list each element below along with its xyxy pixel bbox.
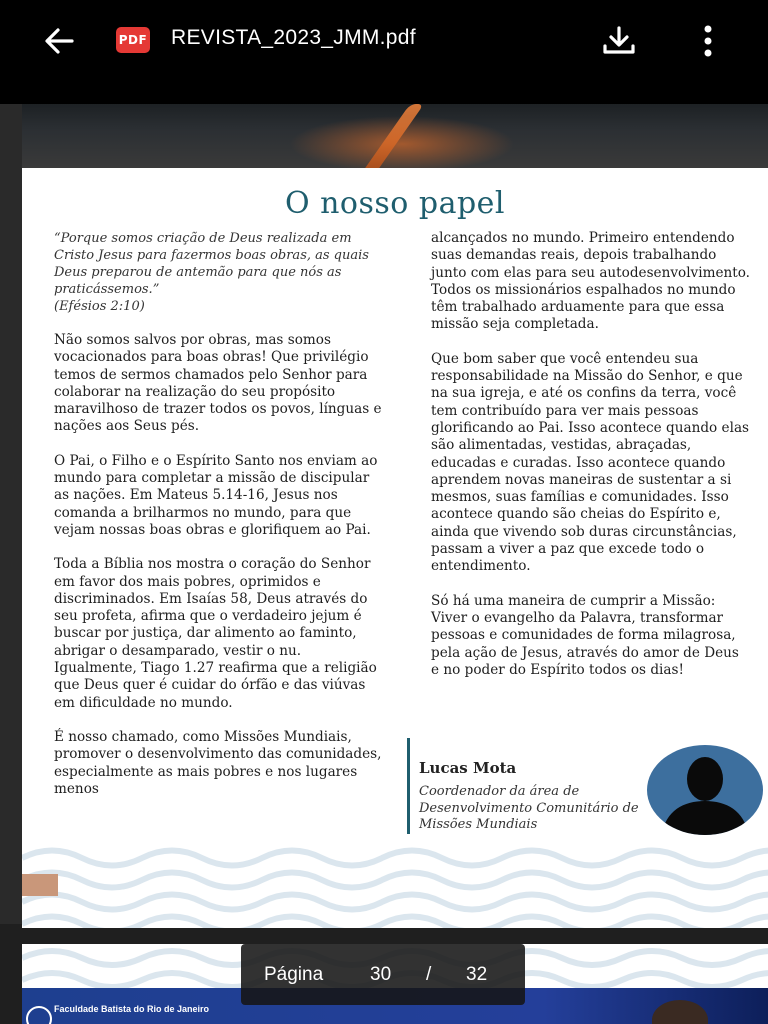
author-role: Coordenador da área de Desenvolvimento Comunitário de Missões Mundiais — [419, 784, 639, 832]
download-icon — [600, 24, 638, 58]
more-vert-icon — [694, 22, 722, 60]
header-photo — [22, 104, 768, 168]
left-column — [54, 230, 384, 815]
verse-reference: (Efésios 2:10) — [54, 299, 145, 314]
more-options-button[interactable] — [694, 22, 722, 60]
paragraph: Só há uma maneira de cumprir a Missão: Viver o evangelho da Palavra, transformar pessoas e comunidades de forma milagrosa, pela ação de Jesus, através do amor de Deus e no poder do Espírito todos os dias! — [431, 592, 739, 678]
paragraph: Que bom saber que você entendeu sua responsabilidade na Missão do Senhor, e que na sua igreja, e até os confins da terra, você tem contribuído para ver mais pessoas glorificando ao Pai. Isso acontece quando elas são alimentadas, vestidas, abraçadas, educadas e curadas. Isso acontece quando aprendem novas maneiras de sustentar a si mesmos, suas famílias e comunidades. Isso acontece quando são cheias do Espírito e, ainda que vivendo sob duras circunstâncias, passam a viver a paz que excede todo o entendimento. — [431, 350, 750, 575]
page-title: O nosso papel — [284, 186, 506, 221]
paragraph: O Pai, o Filho e o Espírito Santo nos enviam ao mundo para completar a missão de discipular as nações. Em Mateus 5.14-16, Jesus nos comanda a brilharmos no mundo, para que vejam nossas boas obras e glorifiquem ao Pai. — [54, 452, 378, 538]
signature-divider — [407, 738, 410, 834]
light-streak — [354, 104, 424, 168]
app-bar — [0, 0, 768, 104]
download-button[interactable] — [600, 24, 638, 58]
file-name: REVISTA_2023_JMM.pdf — [171, 26, 416, 49]
pdf-file-icon: PDF — [116, 27, 150, 53]
pdf-page[interactable] — [22, 168, 768, 928]
person-silhouette-icon — [647, 745, 763, 835]
paragraph: alcançados no mundo. Primeiro entendendo suas demandas reais, depois trabalhando junto com elas para seu autodesenvolvimento. Todos os missionários espalhados no mundo têm trabalhado arduamente para que essa missão seja completada. — [431, 230, 751, 333]
page-separator: / — [426, 964, 432, 985]
current-page: 30 — [370, 964, 392, 985]
page-label: Página — [264, 964, 324, 985]
right-column — [431, 230, 751, 696]
wave-pattern — [22, 828, 768, 928]
back-arrow-icon — [40, 24, 80, 58]
page-indicator — [241, 944, 525, 1005]
bible-verse — [54, 230, 384, 315]
author-name: Lucas Mota — [419, 759, 517, 777]
paragraph: Não somos salvos por obras, mas somos vocacionados para boas obras! Que privilégio temos de sermos chamados pelo Senhor para colaborar na realização do seu propósito maravilhoso de trazer todos os povos, línguas e nações aos Seus pés. — [54, 332, 382, 435]
author-photo — [647, 745, 763, 835]
total-pages: 32 — [466, 964, 488, 985]
paragraph: Toda a Bíblia nos mostra o coração do Senhor em favor dos mais pobres, oprimidos e discriminados. Em Isaías 58, Deus através do seu profeta, afirma que o verdadeiro jejum é buscar por justiça, dar alimento ao faminto, abrigar o desamparado, vestir o nu. Igualmente, Tiago 1.27 reafirma que a religião que Deus quer é cuidar do órfão e das viúvas em dificuldade no mundo. — [54, 556, 377, 711]
verse-text: “Porque somos criação de Deus realizada em Cristo Jesus para fazermos boas obras, as quais Deus preparou de antemão para que nós as praticássemos.” — [54, 231, 369, 297]
back-button[interactable] — [40, 24, 80, 58]
viewer-margin — [0, 104, 22, 924]
decorative-tab — [22, 874, 58, 896]
paragraph: É nosso chamado, como Missões Mundiais, promover o desenvolvimento das comunidades, especialmente as mais pobres e nos lugares menos — [54, 728, 382, 797]
faculdade-name: Faculdade Batista do Rio de Janeiro — [54, 1004, 210, 1014]
